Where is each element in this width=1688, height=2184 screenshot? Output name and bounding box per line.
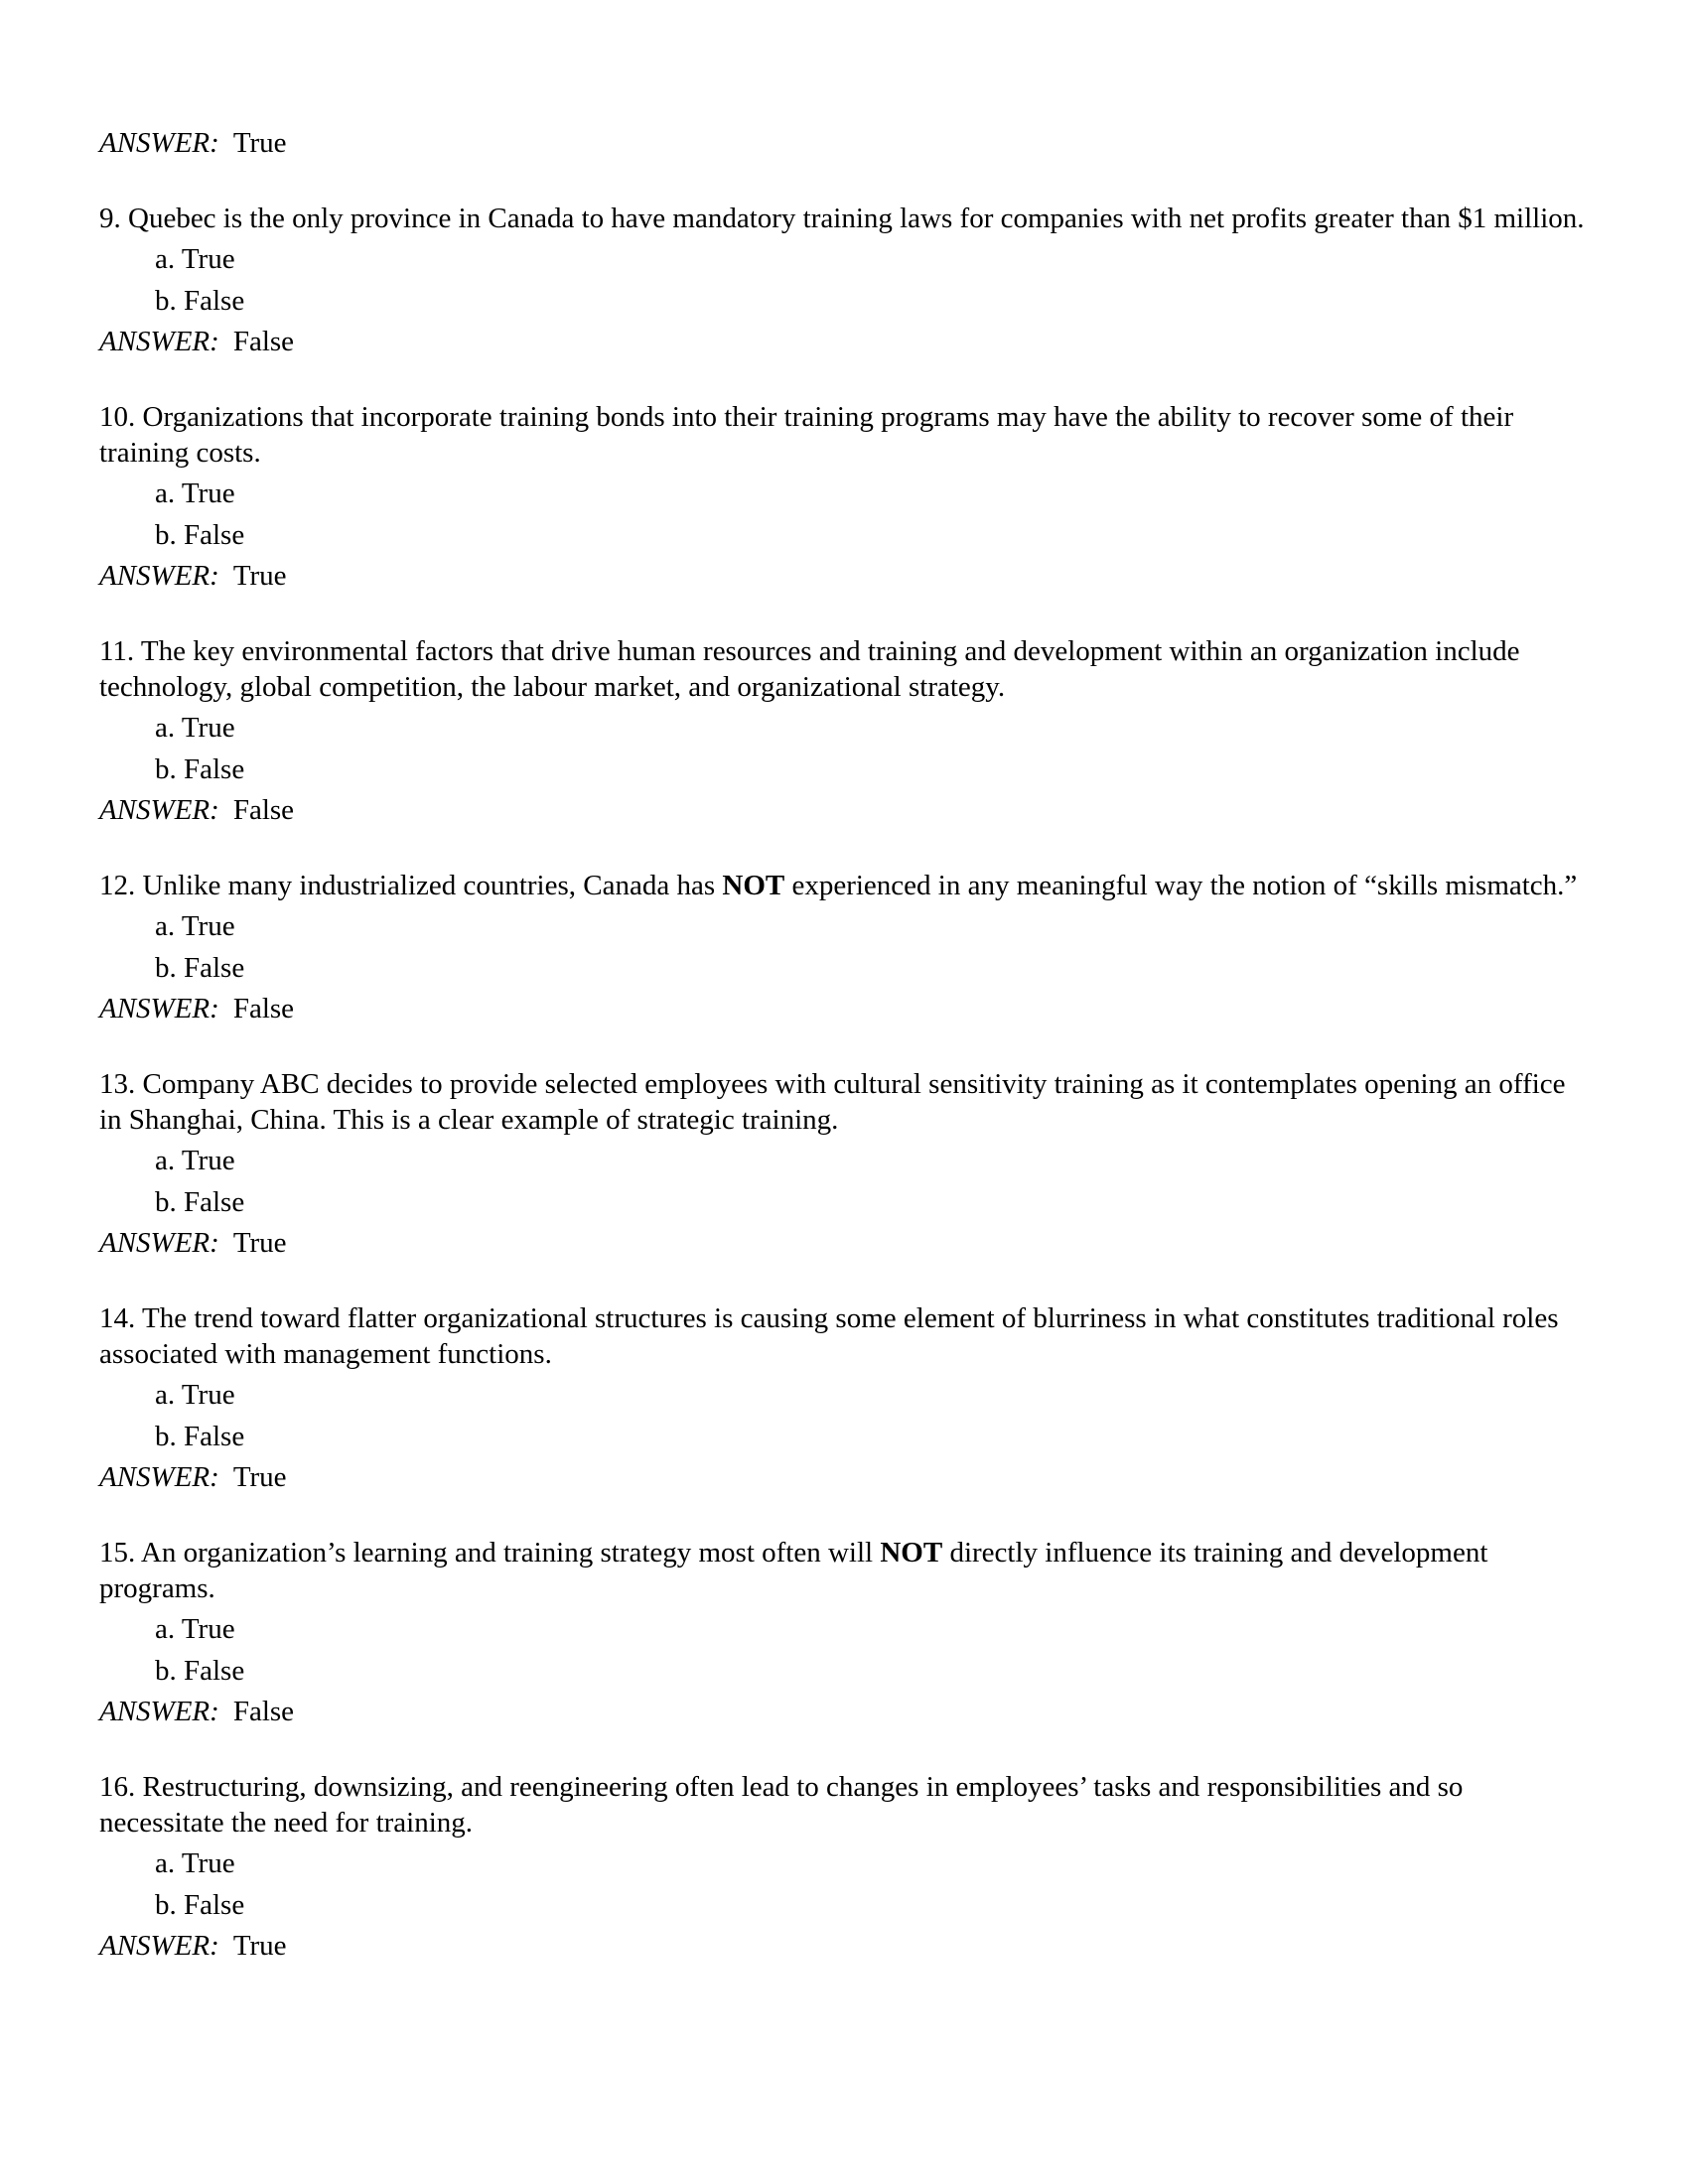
- answer-label: ANSWER:: [99, 1461, 219, 1493]
- question-10: [99, 399, 1589, 594]
- option-false: b. False: [155, 1186, 245, 1218]
- answer-line: [99, 1225, 1589, 1261]
- option-true: a. True: [155, 1145, 235, 1176]
- question-13: [99, 1066, 1589, 1261]
- question-text: Quebec is the only province in Canada to have mandatory training laws for companies with net profits greater than $1 million.: [128, 203, 1585, 234]
- answer-line: [99, 1459, 1589, 1495]
- option-true: a. True: [155, 1613, 235, 1645]
- option-true: a. True: [155, 1847, 235, 1879]
- question-emphasis: NOT: [880, 1537, 943, 1569]
- answer-value: True: [232, 1461, 287, 1493]
- question-number: 12.: [99, 870, 136, 901]
- option-list: [99, 1843, 1589, 1926]
- question-number: 11.: [99, 635, 135, 667]
- answer-line: [99, 792, 1589, 828]
- question-text: Restructuring, downsizing, and reengineering often lead to changes in employees’ tasks and responsibilities and so necessitate the need for training.: [99, 1771, 1464, 1839]
- question-text: Company ABC decides to provide selected employees with cultural sensitivity training as it contemplates opening an office in Shanghai, China. This is a clear example of strategic training.: [99, 1068, 1566, 1136]
- document-page: [99, 125, 1589, 1964]
- answer-value: True: [232, 1930, 287, 1962]
- question-14: [99, 1300, 1589, 1495]
- option-false: b. False: [155, 1655, 245, 1687]
- answer-label: ANSWER:: [99, 1696, 219, 1727]
- answer-label: ANSWER:: [99, 794, 219, 826]
- question-stem: [99, 868, 1589, 903]
- option-false: b. False: [155, 519, 245, 551]
- answer-value: False: [232, 1696, 295, 1727]
- option-true: a. True: [155, 712, 235, 744]
- question-number: 14.: [99, 1302, 136, 1334]
- question-15: [99, 1535, 1589, 1729]
- answer-line: [99, 558, 1589, 594]
- question-stem: [99, 1535, 1589, 1606]
- question-text: An organization’s learning and training strategy most often will: [140, 1537, 881, 1569]
- answer-line: [99, 1928, 1589, 1964]
- question-stem: [99, 1066, 1589, 1138]
- question-stem: [99, 1769, 1589, 1841]
- option-true: a. True: [155, 910, 235, 942]
- option-list: [99, 1140, 1589, 1223]
- answer-line-top: [99, 125, 1589, 161]
- question-stem: [99, 633, 1589, 705]
- answer-label: ANSWER:: [99, 127, 219, 159]
- question-12: [99, 868, 1589, 1026]
- option-true: a. True: [155, 1379, 235, 1411]
- question-text-continued: directly influence its training and development programs.: [99, 1537, 1488, 1604]
- answer-label: ANSWER:: [99, 560, 219, 592]
- question-text: Organizations that incorporate training bonds into their training programs may have the ability to recover some of their training costs.: [99, 401, 1514, 469]
- question-stem: [99, 399, 1589, 471]
- option-list: [99, 238, 1589, 322]
- question-number: 15.: [99, 1537, 136, 1569]
- answer-line: [99, 991, 1589, 1026]
- question-number: 16.: [99, 1771, 136, 1803]
- option-false: b. False: [155, 753, 245, 785]
- option-false: b. False: [155, 285, 245, 317]
- option-list: [99, 1374, 1589, 1457]
- answer-label: ANSWER:: [99, 993, 219, 1024]
- question-11: [99, 633, 1589, 828]
- option-list: [99, 473, 1589, 556]
- answer-value: False: [232, 794, 295, 826]
- option-true: a. True: [155, 243, 235, 275]
- question-stem: [99, 1300, 1589, 1372]
- answer-label: ANSWER:: [99, 1930, 219, 1962]
- option-list: [99, 1608, 1589, 1692]
- question-text: The key environmental factors that drive human resources and training and development within an organization include technology, global competition, the labour market, and organizational strategy.: [99, 635, 1520, 703]
- answer-value: True: [232, 560, 287, 592]
- answer-value: False: [232, 326, 295, 357]
- answer-line: [99, 324, 1589, 359]
- answer-line: [99, 1694, 1589, 1729]
- option-false: b. False: [155, 1421, 245, 1452]
- question-number: 9.: [99, 203, 121, 234]
- question-emphasis: NOT: [722, 870, 785, 901]
- question-text-continued: experienced in any meaningful way the notion of “skills mismatch.”: [784, 870, 1578, 901]
- option-false: b. False: [155, 952, 245, 984]
- answer-label: ANSWER:: [99, 326, 219, 357]
- answer-value: False: [232, 993, 295, 1024]
- option-true: a. True: [155, 478, 235, 509]
- option-list: [99, 905, 1589, 989]
- question-number: 13.: [99, 1068, 136, 1100]
- question-9: [99, 201, 1589, 359]
- answer-label: ANSWER:: [99, 1227, 219, 1259]
- question-stem: [99, 201, 1589, 236]
- option-false: b. False: [155, 1889, 245, 1921]
- answer-value: True: [232, 1227, 287, 1259]
- answer-value: True: [232, 127, 287, 159]
- question-text: The trend toward flatter organizational structures is causing some element of blurriness in what constitutes traditional roles associated with management functions.: [99, 1302, 1559, 1370]
- question-16: [99, 1769, 1589, 1964]
- option-list: [99, 707, 1589, 790]
- question-text: Unlike many industrialized countries, Canada has: [142, 870, 723, 901]
- question-number: 10.: [99, 401, 136, 433]
